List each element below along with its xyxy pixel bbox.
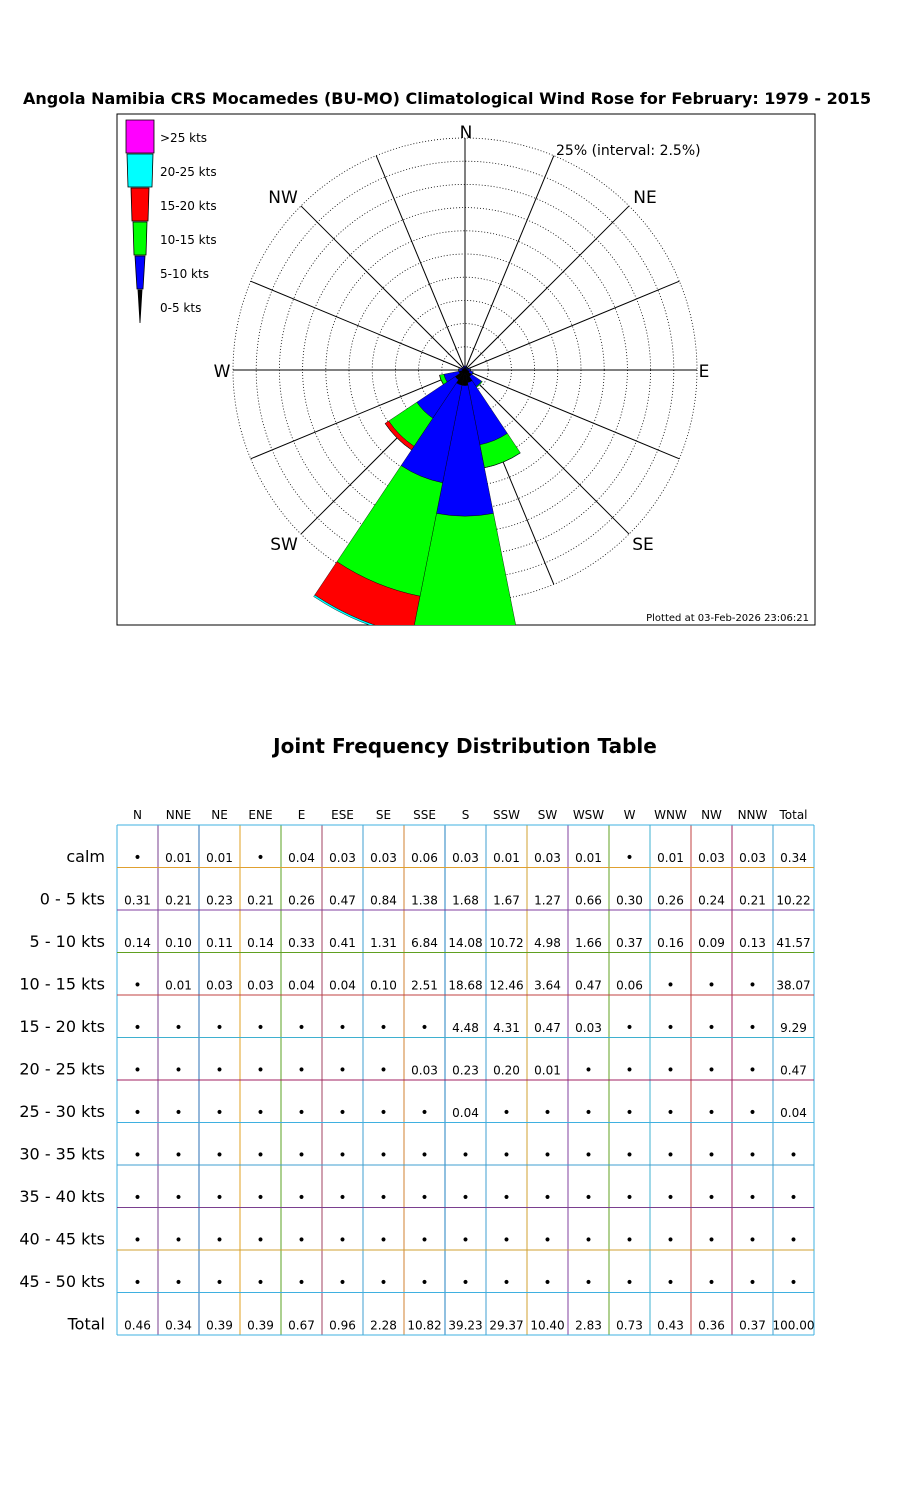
table-cell: 0.13 [739, 936, 766, 950]
table-cell: 0.24 [698, 893, 725, 908]
table-cell: • [748, 1147, 757, 1164]
legend-swatch-20-25 [127, 154, 153, 187]
table-cell: 4.31 [493, 1021, 520, 1035]
table-cell: • [379, 1020, 388, 1036]
table-row-label: 30 - 35 kts [19, 1144, 105, 1164]
table-cell: • [789, 1147, 798, 1164]
legend-swatch-gt25 [126, 120, 154, 153]
table-cell: 0.37 [739, 1318, 766, 1333]
table-cell: 1.38 [411, 893, 438, 908]
legend-swatch-5-10 [135, 256, 145, 289]
table-cell: 0.37 [616, 936, 643, 950]
compass-label-sw: SW [270, 535, 298, 555]
table-cell: • [338, 1147, 347, 1164]
table-cell: • [256, 1062, 265, 1079]
table-cell: 10.72 [489, 936, 524, 950]
table-cell: 0.01 [206, 851, 233, 865]
compass-label-n: N [459, 123, 473, 143]
table-cell: • [707, 1275, 716, 1291]
table-cell: • [543, 1232, 552, 1249]
table-cell: • [174, 1147, 183, 1164]
table-cell: • [584, 1105, 593, 1121]
table-cell: • [338, 1190, 347, 1206]
table-cell: 0.03 [575, 1021, 602, 1035]
table-row-label: 45 - 50 kts [19, 1272, 105, 1291]
table-cell: 2.83 [575, 1318, 602, 1333]
table-cell: 0.11 [206, 936, 233, 950]
table-cell: • [666, 1190, 675, 1206]
legend-label-15-20: 15-20 kts [160, 199, 217, 213]
table-cell: 10.22 [776, 893, 811, 908]
table-cell: 0.04 [780, 1106, 807, 1120]
table-cell: • [543, 1190, 552, 1206]
table-cell: • [789, 1275, 798, 1291]
table-cell: • [256, 1147, 265, 1164]
table-cell: 6.84 [411, 936, 438, 950]
table-header-n: N [133, 808, 142, 822]
table-cell: 0.03 [534, 851, 561, 865]
table-cell: 0.41 [329, 936, 356, 950]
table-cell: • [297, 1190, 306, 1206]
table-header-w: W [623, 808, 636, 822]
table-cell: • [338, 1232, 347, 1249]
table-row-label: calm [66, 847, 105, 866]
compass-label-ne: NE [633, 188, 657, 208]
table-row-label: 15 - 20 kts [19, 1017, 105, 1036]
table-cell: • [297, 1275, 306, 1291]
table-cell: 0.26 [288, 893, 315, 908]
table-row-label: Total [67, 1314, 105, 1334]
table-cells [19, 808, 814, 1334]
table-cell: 1.27 [534, 893, 561, 908]
table-cell: • [584, 1147, 593, 1164]
table-cell: 0.03 [698, 851, 725, 865]
table-cell: 0.23 [452, 1063, 479, 1078]
table-cell: 18.68 [448, 978, 483, 993]
table-cell: • [789, 1232, 798, 1249]
table-cell: • [748, 1275, 757, 1291]
table-cell: • [215, 1275, 224, 1291]
table-cell: 0.04 [288, 851, 315, 865]
wind-rose-title: Angola Namibia CRS Mocamedes (BU-MO) Climatological Wind Rose for February: 1979 - 2015 [23, 89, 872, 108]
table-cell: 0.01 [165, 978, 192, 993]
table-cell: 0.47 [780, 1063, 807, 1078]
table-cell: • [379, 1105, 388, 1121]
table-cell: 0.39 [247, 1318, 274, 1333]
table-cell: 0.47 [534, 1021, 561, 1035]
table-cell: 0.04 [288, 978, 315, 993]
table-cell: • [420, 1232, 429, 1249]
legend-swatch-10-15 [133, 222, 147, 255]
table-cell: 0.36 [698, 1318, 725, 1333]
table-cell: • [133, 1232, 142, 1249]
table-cell: • [379, 1232, 388, 1249]
table-cell: • [461, 1147, 470, 1164]
wind-rose-chart [0, 0, 900, 640]
table-cell: 0.03 [739, 851, 766, 865]
table-cell: 0.43 [657, 1318, 684, 1333]
table-cell: • [379, 1147, 388, 1164]
table-cell: 0.06 [616, 978, 643, 993]
table-cell: • [625, 850, 634, 866]
table-header-se: SE [375, 808, 392, 822]
table-cell: • [297, 1105, 306, 1121]
table-header-e: E [297, 808, 306, 822]
table-title: Joint Frequency Distribution Table [273, 734, 657, 758]
table-cell: • [502, 1147, 511, 1164]
table-cell: 0.03 [452, 851, 479, 865]
table-header-wnw: WNW [654, 808, 687, 822]
table-cell: • [707, 977, 716, 994]
table-cell: • [625, 1190, 634, 1206]
table-cell: 0.47 [575, 978, 602, 993]
table-cell: 1.31 [370, 936, 397, 950]
table-cell: 0.04 [329, 978, 356, 993]
table-cell: • [379, 1275, 388, 1291]
table-cell: • [666, 1105, 675, 1121]
table-cell: 0.09 [698, 936, 725, 950]
table-cell: • [748, 1190, 757, 1206]
table-header-ene: ENE [248, 808, 273, 822]
table-cell: • [338, 1020, 347, 1036]
table-cell: 3.64 [534, 978, 561, 993]
table-cell: • [584, 1190, 593, 1206]
table-cell: • [502, 1190, 511, 1206]
table-cell: 0.03 [206, 978, 233, 993]
table-cell: 0.84 [370, 893, 397, 908]
table-cell: • [338, 1105, 347, 1121]
table-cell: • [666, 1147, 675, 1164]
table-cell: • [215, 1190, 224, 1206]
table-cell: 4.98 [534, 936, 561, 950]
legend-swatch-15-20 [131, 188, 149, 221]
table-cell: 0.96 [329, 1318, 356, 1333]
table-cell: • [133, 1105, 142, 1121]
ring-scale-label: 25% (interval: 2.5%) [556, 143, 701, 159]
table-cell: • [543, 1147, 552, 1164]
table-cell: 10.82 [407, 1318, 442, 1333]
table-cell: 0.14 [124, 936, 151, 950]
table-header-sse: SSE [413, 808, 436, 822]
table-cell: • [707, 1020, 716, 1036]
table-cell: 0.30 [616, 893, 643, 908]
table-cell: 1.68 [452, 893, 479, 908]
table-cell: 2.51 [411, 978, 438, 993]
table-cell: • [174, 1275, 183, 1291]
table-cell: 0.14 [247, 936, 274, 950]
table-cell: • [174, 1232, 183, 1249]
table-cell: 0.67 [288, 1318, 315, 1333]
table-cell: • [502, 1275, 511, 1291]
table-cell: • [420, 1147, 429, 1164]
table-cell: • [297, 1020, 306, 1036]
table-cell: 0.21 [247, 893, 274, 908]
table-cell: • [666, 1020, 675, 1036]
table-cell: 1.67 [493, 893, 520, 908]
table-header-nnw: NNW [737, 808, 768, 822]
table-cell: • [256, 850, 265, 866]
table-cell: 9.29 [780, 1021, 807, 1035]
table-cell: • [748, 1105, 757, 1121]
table-row-label: 5 - 10 kts [29, 932, 105, 951]
table-cell: 0.26 [657, 893, 684, 908]
table-cell: • [666, 1062, 675, 1079]
table-cell: • [461, 1232, 470, 1249]
table-cell: • [174, 1190, 183, 1206]
table-cell: 0.01 [165, 851, 192, 865]
table-header-s: S [461, 808, 470, 822]
table-cell: • [379, 1190, 388, 1206]
table-cell: • [133, 977, 142, 994]
table-cell: 0.01 [493, 851, 520, 865]
table-cell: • [174, 1020, 183, 1036]
table-cell: • [420, 1190, 429, 1206]
table-cell: 0.73 [616, 1318, 643, 1333]
table-row-label: 10 - 15 kts [19, 974, 105, 994]
table-cell: 0.03 [370, 851, 397, 865]
table-cell: • [543, 1275, 552, 1291]
table-cell: • [338, 1275, 347, 1291]
table-cell: • [297, 1062, 306, 1079]
table-row-label: 0 - 5 kts [39, 889, 105, 909]
table-cell: • [666, 977, 675, 994]
table-cell: • [625, 1020, 634, 1036]
table-cell: 0.33 [288, 936, 315, 950]
table-cell: • [256, 1105, 265, 1121]
table-header-ese: ESE [331, 808, 354, 822]
table-cell: • [133, 1062, 142, 1079]
table-cell: • [215, 1020, 224, 1036]
table-cell: 100.00 [772, 1318, 815, 1333]
table-cell: 29.37 [489, 1318, 524, 1333]
table-cell: 41.57 [776, 936, 811, 950]
table-row-label: 20 - 25 kts [19, 1059, 105, 1079]
table-cell: 0.31 [124, 893, 151, 908]
table-cell: 10.40 [530, 1318, 565, 1333]
table-cell: • [256, 1275, 265, 1291]
table-cell: • [420, 1020, 429, 1036]
table-cell: 0.01 [657, 851, 684, 865]
table-cell: 0.03 [329, 851, 356, 865]
legend-label-5-10: 5-10 kts [160, 267, 209, 281]
table-cell: • [256, 1020, 265, 1036]
table-header-nne: NNE [165, 808, 192, 822]
table-cell: • [133, 1275, 142, 1291]
table-cell: • [748, 1062, 757, 1079]
table-cell: • [625, 1232, 634, 1249]
table-cell: • [215, 1232, 224, 1249]
table-header-ssw: SSW [492, 808, 521, 822]
table-cell: 4.48 [452, 1021, 479, 1035]
table-cell: • [707, 1190, 716, 1206]
table-cell: • [789, 1190, 798, 1206]
table-cell: • [748, 1020, 757, 1036]
table-cell: • [625, 1062, 634, 1079]
rose-segment-w-2 [458, 369, 459, 372]
table-cell: 0.06 [411, 851, 438, 865]
table-cell: • [256, 1232, 265, 1249]
table-cell: • [133, 1147, 142, 1164]
table-cell: • [133, 1190, 142, 1206]
table-cell: 14.08 [448, 936, 483, 950]
table-cell: • [625, 1275, 634, 1291]
table-row-label: 35 - 40 kts [19, 1187, 105, 1206]
table-cell: • [707, 1062, 716, 1079]
table-cell: 0.46 [124, 1318, 151, 1333]
table-cell: • [666, 1275, 675, 1291]
table-cell: 0.10 [165, 936, 192, 950]
legend-label-gt25: >25 kts [160, 131, 208, 145]
table-cell: • [748, 977, 757, 994]
table-cell: 0.34 [165, 1318, 192, 1333]
table-cell: 0.21 [739, 893, 766, 908]
table-cell: • [625, 1105, 634, 1121]
table-cell: 0.03 [247, 978, 274, 993]
table-cell: 39.23 [448, 1318, 483, 1333]
table-cell: • [215, 1105, 224, 1121]
table-cell: • [297, 1147, 306, 1164]
table-cell: • [666, 1232, 675, 1249]
table-cell: • [584, 1275, 593, 1291]
compass-label-nw: NW [268, 188, 298, 208]
table-cell: • [256, 1190, 265, 1206]
table-cell: • [420, 1275, 429, 1291]
table-grid [117, 825, 814, 1335]
table-cell: 0.01 [575, 851, 602, 865]
table-cell: • [584, 1232, 593, 1249]
table-cell: 0.34 [780, 851, 807, 865]
table-row-label: 25 - 30 kts [19, 1102, 105, 1121]
table-cell: 1.66 [575, 936, 602, 950]
table-cell: • [543, 1105, 552, 1121]
table-cell: • [420, 1105, 429, 1121]
table-cell: • [502, 1232, 511, 1249]
table-cell: • [461, 1190, 470, 1206]
table-cell: • [215, 1147, 224, 1164]
table-cell: 12.46 [489, 978, 524, 993]
table-cell: 0.03 [411, 1063, 438, 1078]
table-cell: 0.16 [657, 936, 684, 950]
table-cell: 0.10 [370, 978, 397, 993]
table-cell: 0.39 [206, 1318, 233, 1333]
legend-label-20-25: 20-25 kts [160, 165, 217, 179]
table-cell: • [215, 1062, 224, 1079]
legend-label-10-15: 10-15 kts [160, 233, 217, 247]
table-cell: 0.01 [534, 1063, 561, 1078]
table-header-wsw: WSW [572, 808, 605, 822]
table-cell: 38.07 [776, 978, 811, 993]
table-cell: 0.23 [206, 893, 233, 908]
legend-label-0-5: 0-5 kts [160, 301, 202, 315]
table-cell: 0.21 [165, 893, 192, 908]
table-header-ne: NE [211, 808, 228, 822]
table-cell: • [297, 1232, 306, 1249]
table-cell: • [338, 1062, 347, 1079]
table-cell: 0.47 [329, 893, 356, 908]
table-cell: • [748, 1232, 757, 1249]
table-header-nw: NW [701, 808, 722, 822]
table-cell: 2.28 [370, 1318, 397, 1333]
table-cell: • [133, 1020, 142, 1036]
table-header-total: Total [779, 808, 808, 822]
table-cell: • [379, 1062, 388, 1079]
table-cell: • [461, 1275, 470, 1291]
table-cell: • [502, 1105, 511, 1121]
table-cell: 0.66 [575, 893, 602, 908]
table-header-sw: SW [537, 808, 558, 822]
table-cell: • [174, 1105, 183, 1121]
table-cell: • [174, 1062, 183, 1079]
compass-label-e: E [698, 362, 710, 382]
compass-label-w: W [213, 362, 231, 382]
table-cell: • [707, 1147, 716, 1164]
table-cell: • [707, 1232, 716, 1249]
table-row-label: 40 - 45 kts [19, 1229, 105, 1249]
table-cell: 0.20 [493, 1063, 520, 1078]
table-cell: • [707, 1105, 716, 1121]
table-cell: • [133, 850, 142, 866]
compass-label-se: SE [632, 535, 654, 555]
table-cell: 0.04 [452, 1106, 479, 1120]
plotted-at-label: Plotted at 03-Feb-2026 23:06:21 [646, 613, 809, 624]
table-cell: • [584, 1062, 593, 1079]
table-cell: • [625, 1147, 634, 1164]
